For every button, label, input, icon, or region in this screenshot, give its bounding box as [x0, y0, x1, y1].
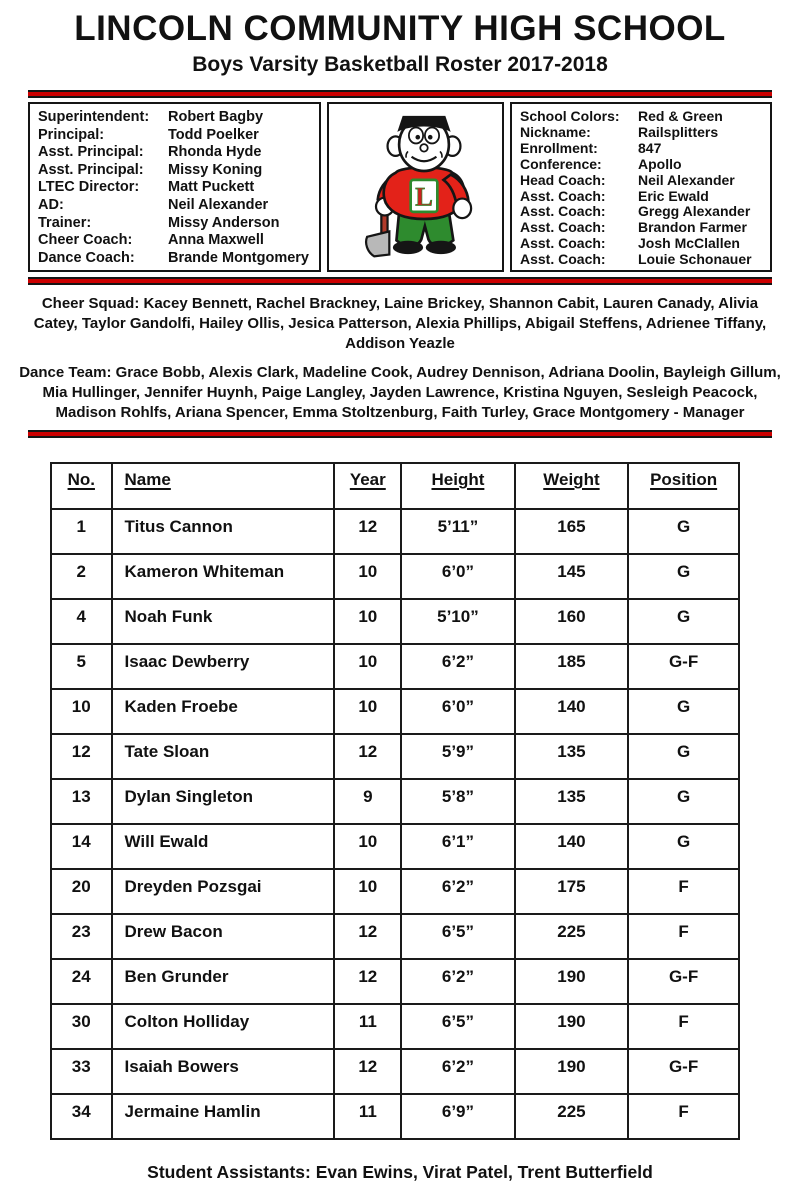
cell-no: 14 [51, 824, 112, 869]
cell-name: Drew Bacon [112, 914, 335, 959]
cell-no: 13 [51, 779, 112, 824]
col-header-weight: Weight [515, 463, 629, 509]
cell-height: 6’0” [401, 689, 515, 734]
info-label: School Colors: [520, 108, 620, 124]
cell-weight: 225 [515, 914, 629, 959]
cell-weight: 140 [515, 824, 629, 869]
info-row [38, 179, 311, 197]
info-row [520, 204, 762, 220]
cell-height: 6’5” [401, 914, 515, 959]
info-value: Eric Ewald [638, 187, 709, 204]
cell-no: 30 [51, 1004, 112, 1049]
cell-height: 5’11” [401, 509, 515, 554]
cell-year: 10 [334, 824, 401, 869]
table-row [51, 1004, 739, 1049]
divider-rule-top [28, 90, 772, 98]
cell-no: 2 [51, 554, 112, 599]
info-value: Louie Schonauer [638, 251, 752, 268]
info-label: Trainer: [38, 214, 92, 231]
info-row [38, 127, 311, 145]
cell-position: G [628, 689, 739, 734]
info-value: Railsplitters [638, 123, 719, 140]
cell-height: 6’2” [401, 959, 515, 1004]
cell-weight: 160 [515, 599, 629, 644]
info-row [520, 141, 762, 157]
cell-year: 9 [334, 779, 401, 824]
col-header-position: Position [628, 463, 739, 509]
cell-name: Colton Holliday [112, 1004, 335, 1049]
info-row [38, 162, 311, 180]
cell-position: G [628, 599, 739, 644]
cell-year: 12 [334, 1049, 401, 1094]
cell-height: 5’9” [401, 734, 515, 779]
info-value: Neil Alexander [168, 196, 269, 213]
cell-position: G [628, 779, 739, 824]
roster-table [50, 462, 740, 1140]
table-row [51, 644, 739, 689]
info-value: Rhonda Hyde [168, 144, 262, 161]
table-row [51, 734, 739, 779]
cell-year: 11 [334, 1094, 401, 1139]
cell-year: 10 [334, 869, 401, 914]
table-header-row [51, 463, 739, 509]
info-row [38, 250, 311, 268]
info-row [520, 236, 762, 252]
cell-position: G-F [628, 959, 739, 1004]
info-value: Josh McClallen [638, 235, 740, 252]
info-row [38, 144, 311, 162]
cell-weight: 135 [515, 734, 629, 779]
cell-name: Noah Funk [112, 599, 335, 644]
info-label: Principal: [38, 126, 105, 143]
table-row [51, 959, 739, 1004]
cell-no: 10 [51, 689, 112, 734]
info-value: Todd Poelker [168, 126, 259, 143]
table-row [51, 914, 739, 959]
info-row [520, 109, 762, 125]
student-assistants: Student Assistants: Evan Ewins, Virat Patel, Trent Butterfield [147, 1162, 653, 1182]
col-header-no: No. [51, 463, 112, 509]
cell-no: 34 [51, 1094, 112, 1139]
cell-year: 10 [334, 554, 401, 599]
cell-weight: 175 [515, 869, 629, 914]
info-row [520, 157, 762, 173]
col-header-name: Name [112, 463, 335, 509]
table-row [51, 554, 739, 599]
cell-name: Titus Cannon [112, 509, 335, 554]
staff-info-box [28, 102, 321, 272]
cell-name: Ben Grunder [112, 959, 335, 1004]
cell-year: 10 [334, 689, 401, 734]
cell-height: 6’2” [401, 644, 515, 689]
info-value: Neil Alexander [638, 171, 735, 188]
info-label: Head Coach: [520, 171, 606, 188]
info-section [28, 102, 772, 272]
cell-year: 12 [334, 959, 401, 1004]
info-value: Apollo [638, 155, 682, 172]
info-row [38, 197, 311, 215]
page-subtitle: Boys Varsity Basketball Roster 2017-2018 [192, 53, 608, 76]
info-label: Asst. Coach: [520, 235, 606, 252]
info-row [38, 215, 311, 233]
cell-name: Dreyden Pozsgai [112, 869, 335, 914]
cell-position: F [628, 869, 739, 914]
table-row [51, 869, 739, 914]
cell-position: G [628, 554, 739, 599]
info-row [520, 125, 762, 141]
info-value: Brande Montgomery [168, 249, 309, 266]
cell-position: G-F [628, 1049, 739, 1094]
cell-weight: 165 [515, 509, 629, 554]
info-label: Nickname: [520, 123, 591, 140]
cell-name: Jermaine Hamlin [112, 1094, 335, 1139]
mascot-letter: L [414, 181, 433, 212]
cell-year: 12 [334, 509, 401, 554]
cell-year: 10 [334, 644, 401, 689]
cell-height: 5’8” [401, 779, 515, 824]
cell-name: Kaden Froebe [112, 689, 335, 734]
table-row [51, 599, 739, 644]
info-label: Asst. Principal: [38, 144, 144, 161]
divider-rule-bottom [28, 430, 772, 438]
cell-weight: 225 [515, 1094, 629, 1139]
info-value: Red & Green [638, 108, 723, 124]
cell-weight: 135 [515, 779, 629, 824]
table-row [51, 509, 739, 554]
info-value: Missy Anderson [168, 214, 280, 231]
info-value: Robert Bagby [168, 109, 264, 125]
page-title: LINCOLN COMMUNITY HIGH SCHOOL [74, 9, 726, 48]
info-label: Asst. Coach: [520, 203, 606, 220]
info-label: Asst. Principal: [38, 161, 144, 178]
info-value: Matt Puckett [168, 179, 255, 196]
cell-position: F [628, 1004, 739, 1049]
cell-height: 6’1” [401, 824, 515, 869]
cell-position: G [628, 509, 739, 554]
col-header-year: Year [334, 463, 401, 509]
cell-height: 6’0” [401, 554, 515, 599]
cheer-squad-list: Cheer Squad: Kacey Bennett, Rachel Brackney, Laine Brickey, Shannon Cabit, Lauren Canady, Alivia Catey, Taylor Gandolfi, Hailey Ollis, Jesica Patterson, Alexia Phillips, Abigail Steffens, Adrienee Tiffany, Addison Yeazle [33, 295, 767, 352]
info-value: Anna Maxwell [168, 232, 264, 249]
cell-no: 12 [51, 734, 112, 779]
cell-name: Tate Sloan [112, 734, 335, 779]
info-label: Enrollment: [520, 139, 598, 156]
cell-position: G [628, 734, 739, 779]
cell-height: 6’2” [401, 1049, 515, 1094]
info-label: Asst. Coach: [520, 251, 606, 268]
cell-weight: 185 [515, 644, 629, 689]
cell-year: 11 [334, 1004, 401, 1049]
info-label: Cheer Coach: [38, 232, 133, 249]
info-label: Dance Coach: [38, 249, 135, 266]
cell-name: Isaiah Bowers [112, 1049, 335, 1094]
cell-position: F [628, 914, 739, 959]
cell-weight: 140 [515, 689, 629, 734]
info-row [38, 232, 311, 250]
cell-name: Isaac Dewberry [112, 644, 335, 689]
cell-no: 20 [51, 869, 112, 914]
cell-no: 33 [51, 1049, 112, 1094]
table-row [51, 779, 739, 824]
info-label: AD: [38, 196, 64, 213]
table-row [51, 824, 739, 869]
school-info-box [510, 102, 772, 272]
info-value: Missy Koning [168, 161, 263, 178]
cell-name: Dylan Singleton [112, 779, 335, 824]
cell-year: 12 [334, 914, 401, 959]
cell-weight: 190 [515, 1049, 629, 1094]
table-row [51, 689, 739, 734]
info-label: Superintendent: [38, 109, 150, 125]
info-row [520, 189, 762, 205]
cell-position: G-F [628, 644, 739, 689]
cell-no: 23 [51, 914, 112, 959]
col-header-height: Height [401, 463, 515, 509]
info-label: Conference: [520, 155, 602, 172]
cell-no: 1 [51, 509, 112, 554]
cell-weight: 190 [515, 959, 629, 1004]
cell-name: Will Ewald [112, 824, 335, 869]
cell-height: 6’2” [401, 869, 515, 914]
info-row [520, 220, 762, 236]
cell-height: 5’10” [401, 599, 515, 644]
cell-position: F [628, 1094, 739, 1139]
cell-height: 6’9” [401, 1094, 515, 1139]
info-row [520, 252, 762, 268]
info-label: Asst. Coach: [520, 219, 606, 236]
cell-position: G [628, 824, 739, 869]
info-label: LTEC Director: [38, 179, 140, 196]
info-value: Gregg Alexander [638, 203, 751, 220]
mascot-box [327, 102, 504, 272]
info-value: 847 [638, 139, 662, 156]
railsplitter-mascot-logo [340, 107, 492, 267]
info-row [520, 173, 762, 189]
table-row [51, 1094, 739, 1139]
dance-team-list: Dance Team: Grace Bobb, Alexis Clark, Madeline Cook, Audrey Dennison, Adriana Doolin, Bayleigh Gillum, Mia Hullinger, Jennifer Huynh, Paige Langley, Jayden Lawrence, Kristina Nguyen, Sesleigh Peacock, Madison Rohlfs, Ariana Spencer, Emma Stoltzenburg, Faith Turley, Grace Montgomery - Manager [19, 364, 781, 421]
cell-no: 5 [51, 644, 112, 689]
divider-rule-middle [28, 277, 772, 285]
info-row [38, 109, 311, 127]
cell-name: Kameron Whiteman [112, 554, 335, 599]
cell-year: 10 [334, 599, 401, 644]
cell-weight: 190 [515, 1004, 629, 1049]
cell-year: 12 [334, 734, 401, 779]
cell-no: 24 [51, 959, 112, 1004]
cell-no: 4 [51, 599, 112, 644]
info-label: Asst. Coach: [520, 187, 606, 204]
cell-height: 6’5” [401, 1004, 515, 1049]
table-row [51, 1049, 739, 1094]
cell-weight: 145 [515, 554, 629, 599]
info-value: Brandon Farmer [638, 219, 747, 236]
